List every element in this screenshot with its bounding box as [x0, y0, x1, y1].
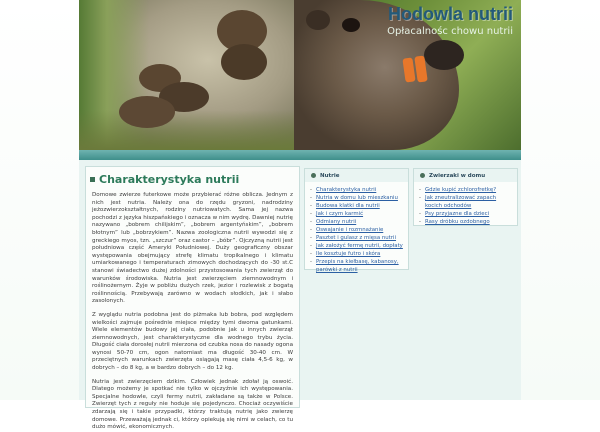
bullet-icon — [420, 173, 425, 178]
site-subtitle: Opłacalnośc chowu nutrii — [387, 26, 513, 37]
sidebar-box-zwierzaki — [413, 168, 518, 226]
page-background-left — [0, 0, 79, 400]
sidebar-link[interactable]: - Pasztet i gulasz z mięsa nutrii — [310, 234, 403, 242]
sidebar-link[interactable]: - Jak założyć fermę nutrii, dopłaty — [310, 242, 403, 250]
sidebar-link[interactable]: - Nutria w domu lub mieszkaniu — [310, 194, 403, 202]
sidebar-link[interactable]: - Oswajanie i rozmnażanie — [310, 226, 403, 234]
sidebar-link[interactable]: - Jak zneutralizować zapach kocich odchodów — [419, 194, 512, 210]
article-title — [86, 173, 299, 186]
sidebar-link[interactable]: - Charakterystyka nutrii — [310, 186, 403, 194]
sidebar-link[interactable]: - Przepis na kiełbasę, kabanosy, parówki z nutrii — [310, 258, 403, 274]
sidebar-link[interactable]: - Jak i czym karmić — [310, 210, 403, 218]
sidebar-box-title: Zwierzaki w domu — [429, 172, 486, 179]
square-bullet-icon — [90, 177, 95, 182]
sidebar-nutrie-list — [305, 182, 408, 279]
sidebar-box-header — [414, 169, 517, 182]
page-background-right — [521, 0, 600, 400]
page-container — [79, 0, 521, 431]
article-body — [86, 186, 299, 432]
sidebar-box-nutrie — [304, 168, 409, 273]
site-title[interactable]: Hodowla nutrii — [388, 4, 513, 24]
sidebar-link[interactable]: - Odmiany nutrii — [310, 218, 403, 226]
sidebar-link[interactable]: - Rasy dróbku ozdobnego — [419, 218, 512, 226]
sidebar-zwierzaki-list — [414, 182, 517, 231]
article-paragraph: Z wyglądu nutria podobna jest do piżmaka lub bobra, pod względem wielkości zajmuje pośrednie miejsce między tymi dwoma gatunkami. Wiele elementów budowy jej ciała, podobnie jak u innych zwierząt ziemnowodnych, jest charakterystyczne dla wodnego trybu życia. Długość ciała dorosłej nutrii mierzona od czubka nosa do nasady ogona wynosi 50-70 cm, ogon natomiast ma długość 30-40 cm. W przeciętnych warunkach zwierzęta osiągają masę ciała 4,5-6 kg, w dobrych – do 8 kg, a w bardzo dobrych – do 12 kg. — [92, 311, 293, 372]
bullet-icon — [311, 173, 316, 178]
sidebar-link[interactable]: - Budowa klatki dla nutrii — [310, 202, 403, 210]
header — [79, 0, 521, 150]
sidebar-link[interactable]: - Gdzie kupić zchlorofretkę? — [419, 186, 512, 194]
sidebar-box-title: Nutrie — [320, 172, 340, 179]
sidebar-link[interactable]: - Psy przyjazne dla dzieci — [419, 210, 512, 218]
header-divider — [79, 150, 521, 160]
article-paragraph: Domowe zwierze futerkowe może przybierać różne oblicza. Jednym z nich jest nutria. Należy ona do rzędu gryzoni, nadrodziny jeżozwierzokształtnych, rodziny nutriowatych. Sama jej nazwa pochodzi z języka hiszpańskiego i oznacza w nim wydrę. Dawniej nutrię nazywano „bobrem chilijskim”, „bobrem argentyńskim”, „bobrem błotnym” lub „bobrzykiem”. Nazwa zoologiczna nutrii wywodzi się z greckiego myos, tzn. „szczur” oraz castor – „bóbr”. Ojczyzną nutrii jest południowa część Ameryki Południowej. Duży geograficzny obszar występowania obejmujący strefę klimatu tropikalnego i klimatu umiarkowanego i temperaturach zimowych dochodzących do -30 st.C stanowi świadectwo dużej zdolności przystosowania tych zwierząt do warunków środowiska. Nutria jest zwierzęciem ziemnowodnym i roślinożernym. Żyje w pobliżu dużych rzek, jezior i rozlewisk z bogatą roślinnością. Przebywają zarówno w wodach słodkich, jak i słabo zasolonych. — [92, 192, 293, 305]
article-title-text: Charakterystyka nutrii — [99, 173, 240, 186]
sidebar-box-header — [305, 169, 408, 182]
article-paragraph: Nutria jest zwierzęciem dzikim. Człowiek jednak zdołał ją oswoić. Dlatego możemy je spotkać nie tylko w ojczyźnie ich występowania. Specjalne hodowle, czyli fermy nutrii, zakładane są także w Polsce. Zwierzęt tych z reguły nie hoduje się pojedynczo. Chociaż oczywiście zdarzają się i takie przypadki, którzy traktują nutrię jako zwierzę domowe. Przeważają jednak ci, którzy opiekują się nimi w celach, co tu dużo mówić, ekonomicznych. — [92, 378, 293, 431]
article-main — [85, 166, 300, 431]
sidebar-link[interactable]: - Ile kosztuje futro i skóra — [310, 250, 403, 258]
header-photo-nutrias-by-water — [79, 0, 294, 150]
